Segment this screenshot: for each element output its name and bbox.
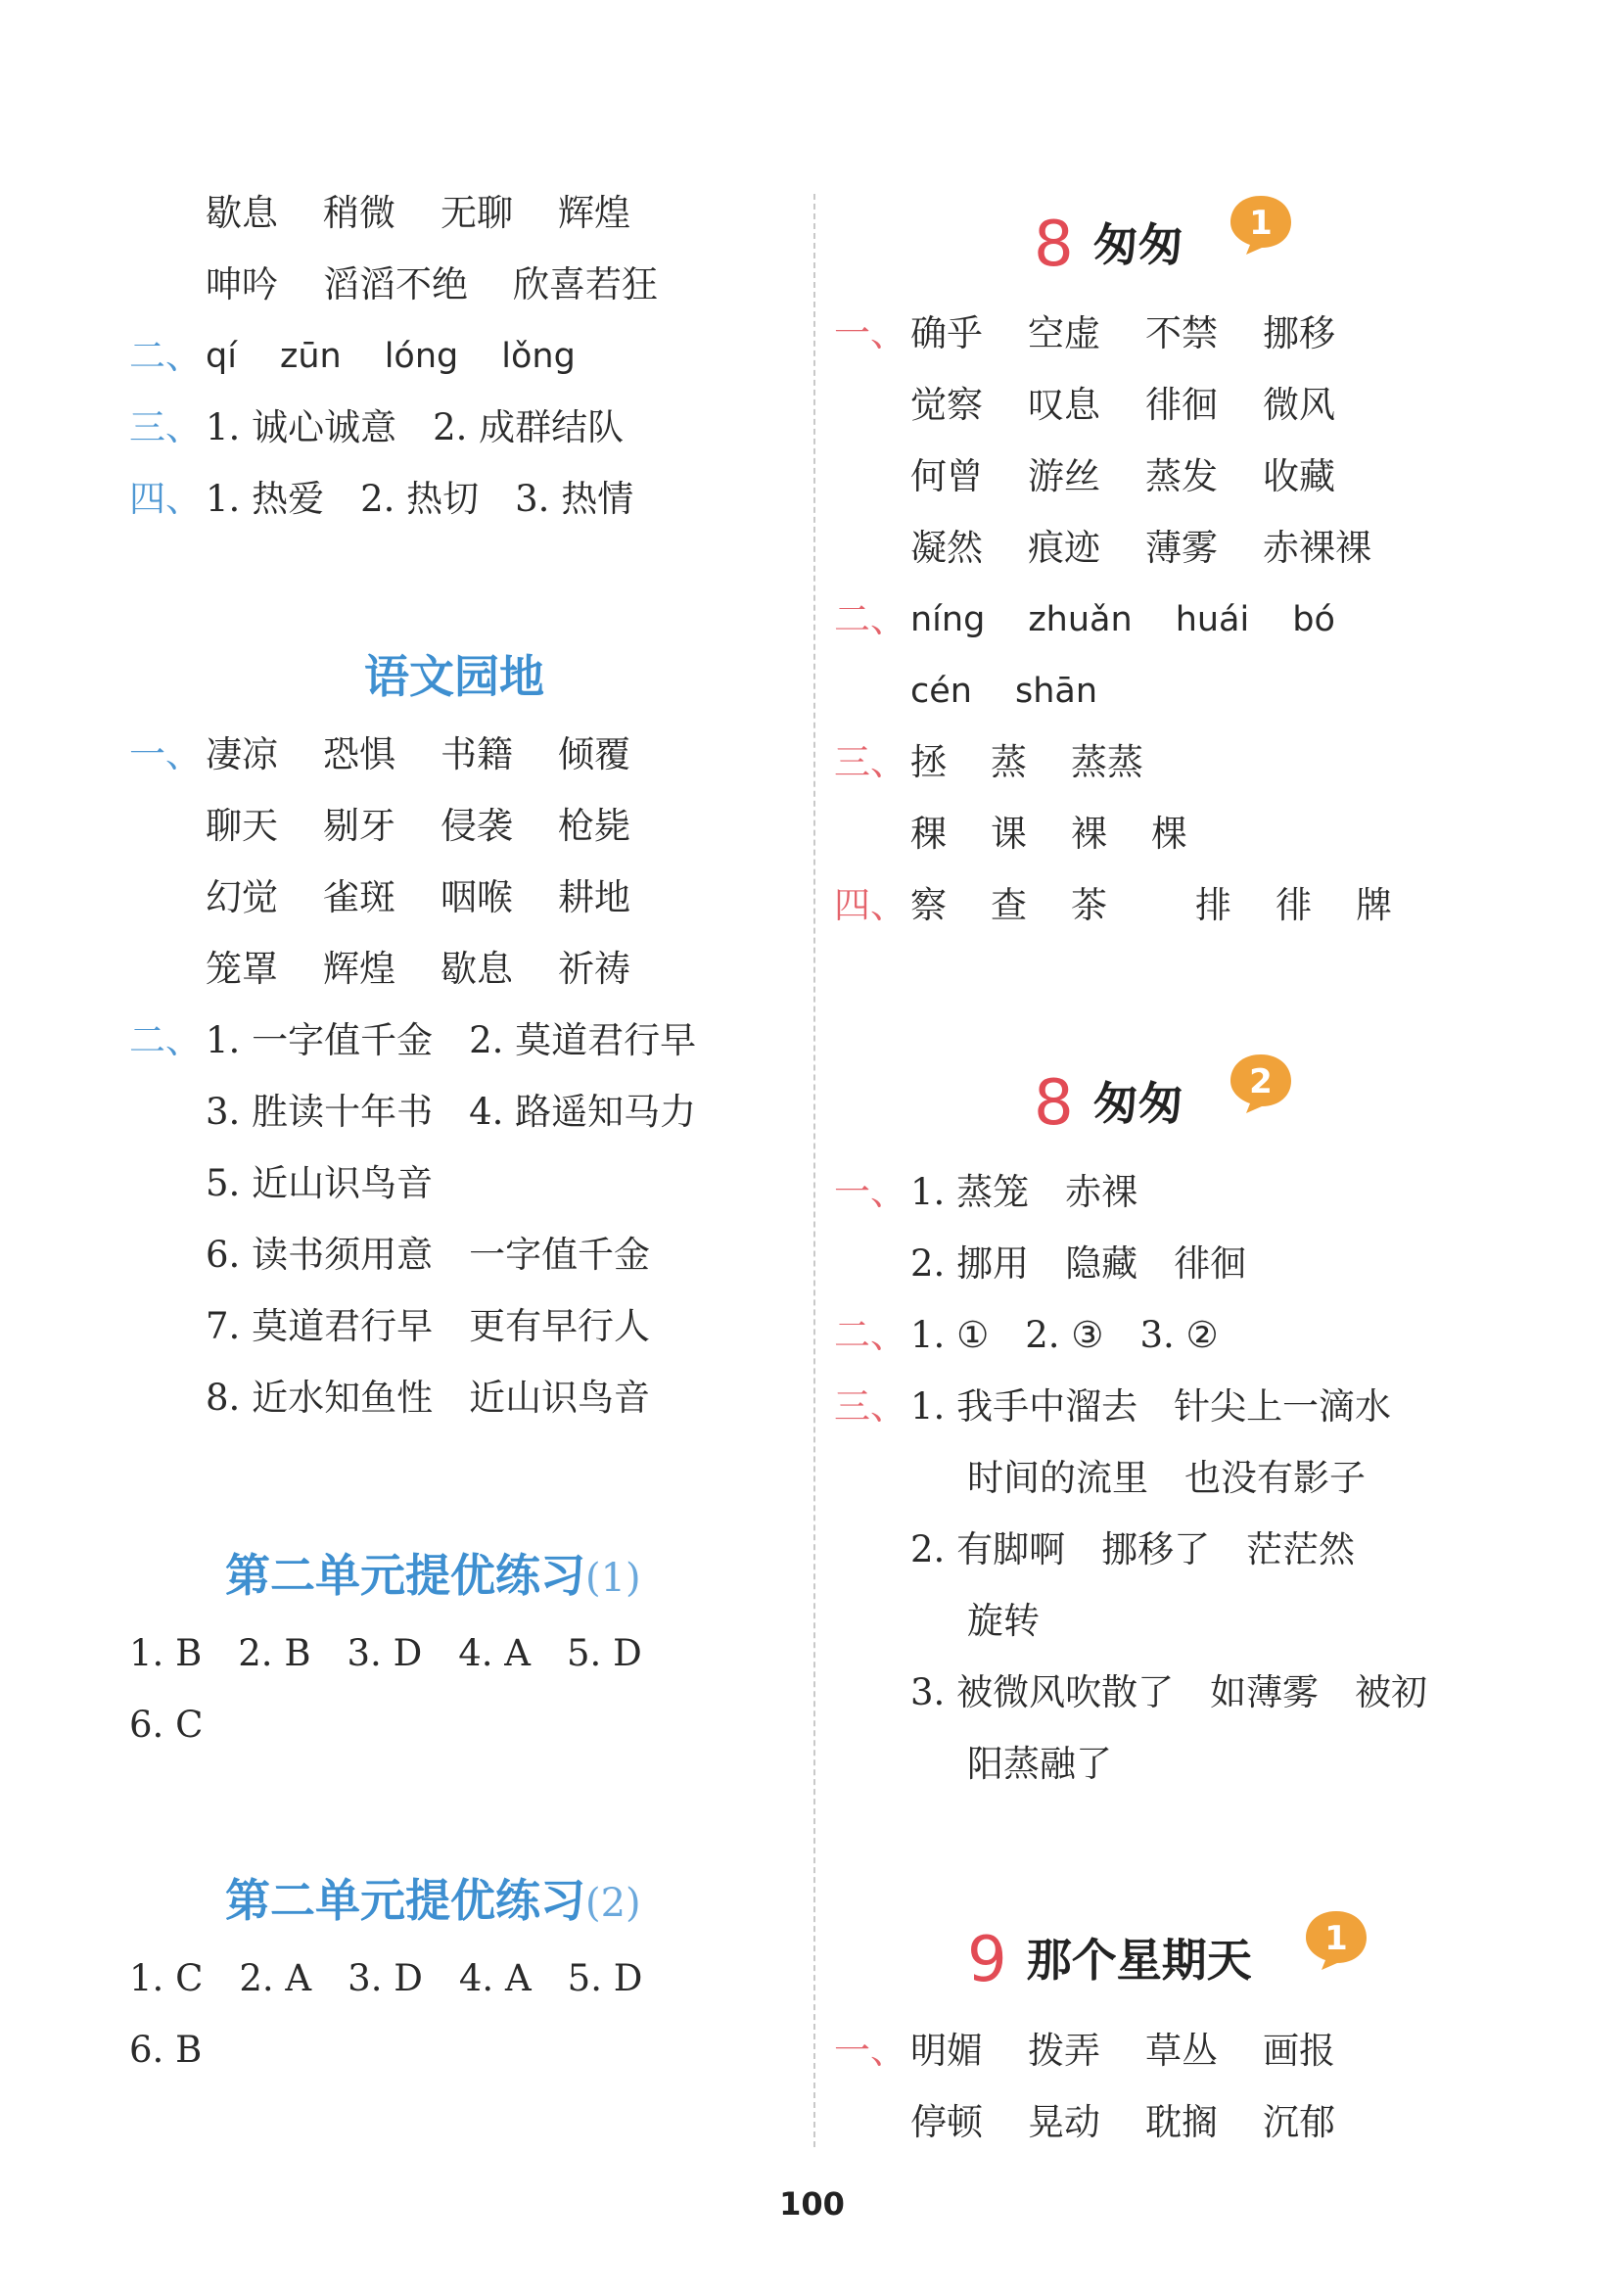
answer-line: 6. 读书须用意 一字值千金 — [206, 1234, 651, 1276]
section-title: 语文园地 — [364, 650, 544, 703]
section-title: 第二单元提优练习(1) — [225, 1549, 641, 1602]
answer-row: 明媚 拨弄 草丛 画报 — [910, 2030, 1335, 2072]
answer-row: 聊天 剔牙 侵袭 枪毙 — [206, 805, 630, 847]
answer-line: 2. 挪用 隐藏 徘徊 — [910, 1242, 1247, 1285]
answer-line: 旋转 — [967, 1600, 1040, 1642]
lesson-badge — [1227, 1051, 1295, 1115]
question-marker: 三、 — [834, 741, 906, 783]
lesson-badge — [1227, 192, 1295, 257]
section-title: 第二单元提优练习(2) — [225, 1874, 641, 1927]
question-marker: 三、 — [834, 1385, 906, 1428]
answer-line: 1. 我手中溜去 针尖上一滴水 — [910, 1385, 1392, 1428]
answer-line: 1. C 2. A 3. D 4. A 5. D — [129, 1957, 643, 1999]
answer-line: 1. 蒸笼 赤裸 — [910, 1171, 1138, 1213]
answer-row: 觉察 叹息 徘徊 微风 — [910, 384, 1335, 426]
answer-line: 阳蒸融了 — [967, 1743, 1112, 1785]
answer-row: 何曾 游丝 蒸发 收藏 — [910, 455, 1335, 497]
question-marker: 一、 — [129, 733, 202, 775]
answer-line: 1. B 2. B 3. D 4. A 5. D — [129, 1632, 642, 1674]
answer-row: 稞 课 裸 棵 — [910, 813, 1187, 855]
question-marker: 二、 — [834, 1314, 906, 1356]
answer-line: 6. B — [129, 2029, 203, 2071]
answer-line: 5. 近山识鸟音 — [206, 1162, 434, 1204]
answer-row: 凝然 痕迹 薄雾 赤裸裸 — [910, 527, 1371, 569]
question-marker: 三、 — [129, 406, 202, 448]
answer-row: 歇息 稍微 无聊 辉煌 — [206, 192, 630, 234]
answer-row: 凄凉 恐惧 书籍 倾覆 — [206, 733, 630, 775]
answer-line: 时间的流里 也没有影子 — [967, 1457, 1366, 1499]
column-divider — [813, 194, 815, 2147]
answer-line: 6. C — [129, 1704, 204, 1746]
answer-line: 3. 被微风吹散了 如薄雾 被初 — [910, 1671, 1428, 1713]
answer-line: 8. 近水知鱼性 近山识鸟音 — [206, 1377, 651, 1419]
answer-line: 3. 胜读十年书 4. 路遥知马力 — [206, 1091, 697, 1133]
answer-line: 7. 莫道君行早 更有早行人 — [206, 1305, 651, 1347]
lesson-badge — [1302, 1907, 1370, 1972]
question-marker: 一、 — [834, 2030, 906, 2072]
pinyin-row: qí zūn lóng lǒng — [206, 337, 576, 376]
answer-row: 拯 蒸 蒸蒸 — [910, 741, 1143, 783]
answer-row: 停顿 晃动 耽搁 沉郁 — [910, 2101, 1335, 2143]
svg-text:2: 2 — [1249, 1062, 1273, 1101]
answer-row: 呻吟 滔滔不绝 欣喜若狂 — [206, 263, 658, 305]
question-marker: 二、 — [834, 598, 906, 640]
answer-line: 1. 热爱 2. 热切 3. 热情 — [206, 478, 634, 520]
answer-row: 笼罩 辉煌 歇息 祈祷 — [206, 948, 630, 990]
answer-line: 1. 诚心诚意 2. 成群结队 — [206, 406, 625, 448]
question-marker: 二、 — [129, 335, 202, 377]
page-number: 100 — [779, 2185, 845, 2223]
question-marker: 一、 — [834, 1171, 906, 1213]
svg-text:1: 1 — [1249, 204, 1273, 243]
question-marker: 四、 — [834, 884, 906, 926]
pinyin-row: cén shān — [910, 672, 1098, 711]
question-marker: 二、 — [129, 1019, 202, 1061]
svg-text:1: 1 — [1324, 1919, 1348, 1958]
lesson-title: 8 匆匆 — [1034, 209, 1183, 281]
answer-line: 1. ① 2. ③ 3. ② — [910, 1314, 1219, 1356]
question-marker: 四、 — [129, 478, 202, 520]
answer-row: 察 查 茶 排 徘 牌 — [910, 884, 1392, 926]
question-marker: 一、 — [834, 312, 906, 354]
answer-row: 确乎 空虚 不禁 挪移 — [910, 312, 1335, 354]
answer-line: 1. 一字值千金 2. 莫道君行早 — [206, 1019, 697, 1061]
pinyin-row: níng zhuǎn huái bó — [910, 600, 1335, 639]
answer-line: 2. 有脚啊 挪移了 茫茫然 — [910, 1528, 1356, 1570]
answer-row: 幻觉 雀斑 咽喉 耕地 — [206, 876, 630, 918]
lesson-title: 8 匆匆 — [1034, 1067, 1183, 1140]
lesson-title: 9 那个星期天 — [967, 1924, 1252, 1996]
